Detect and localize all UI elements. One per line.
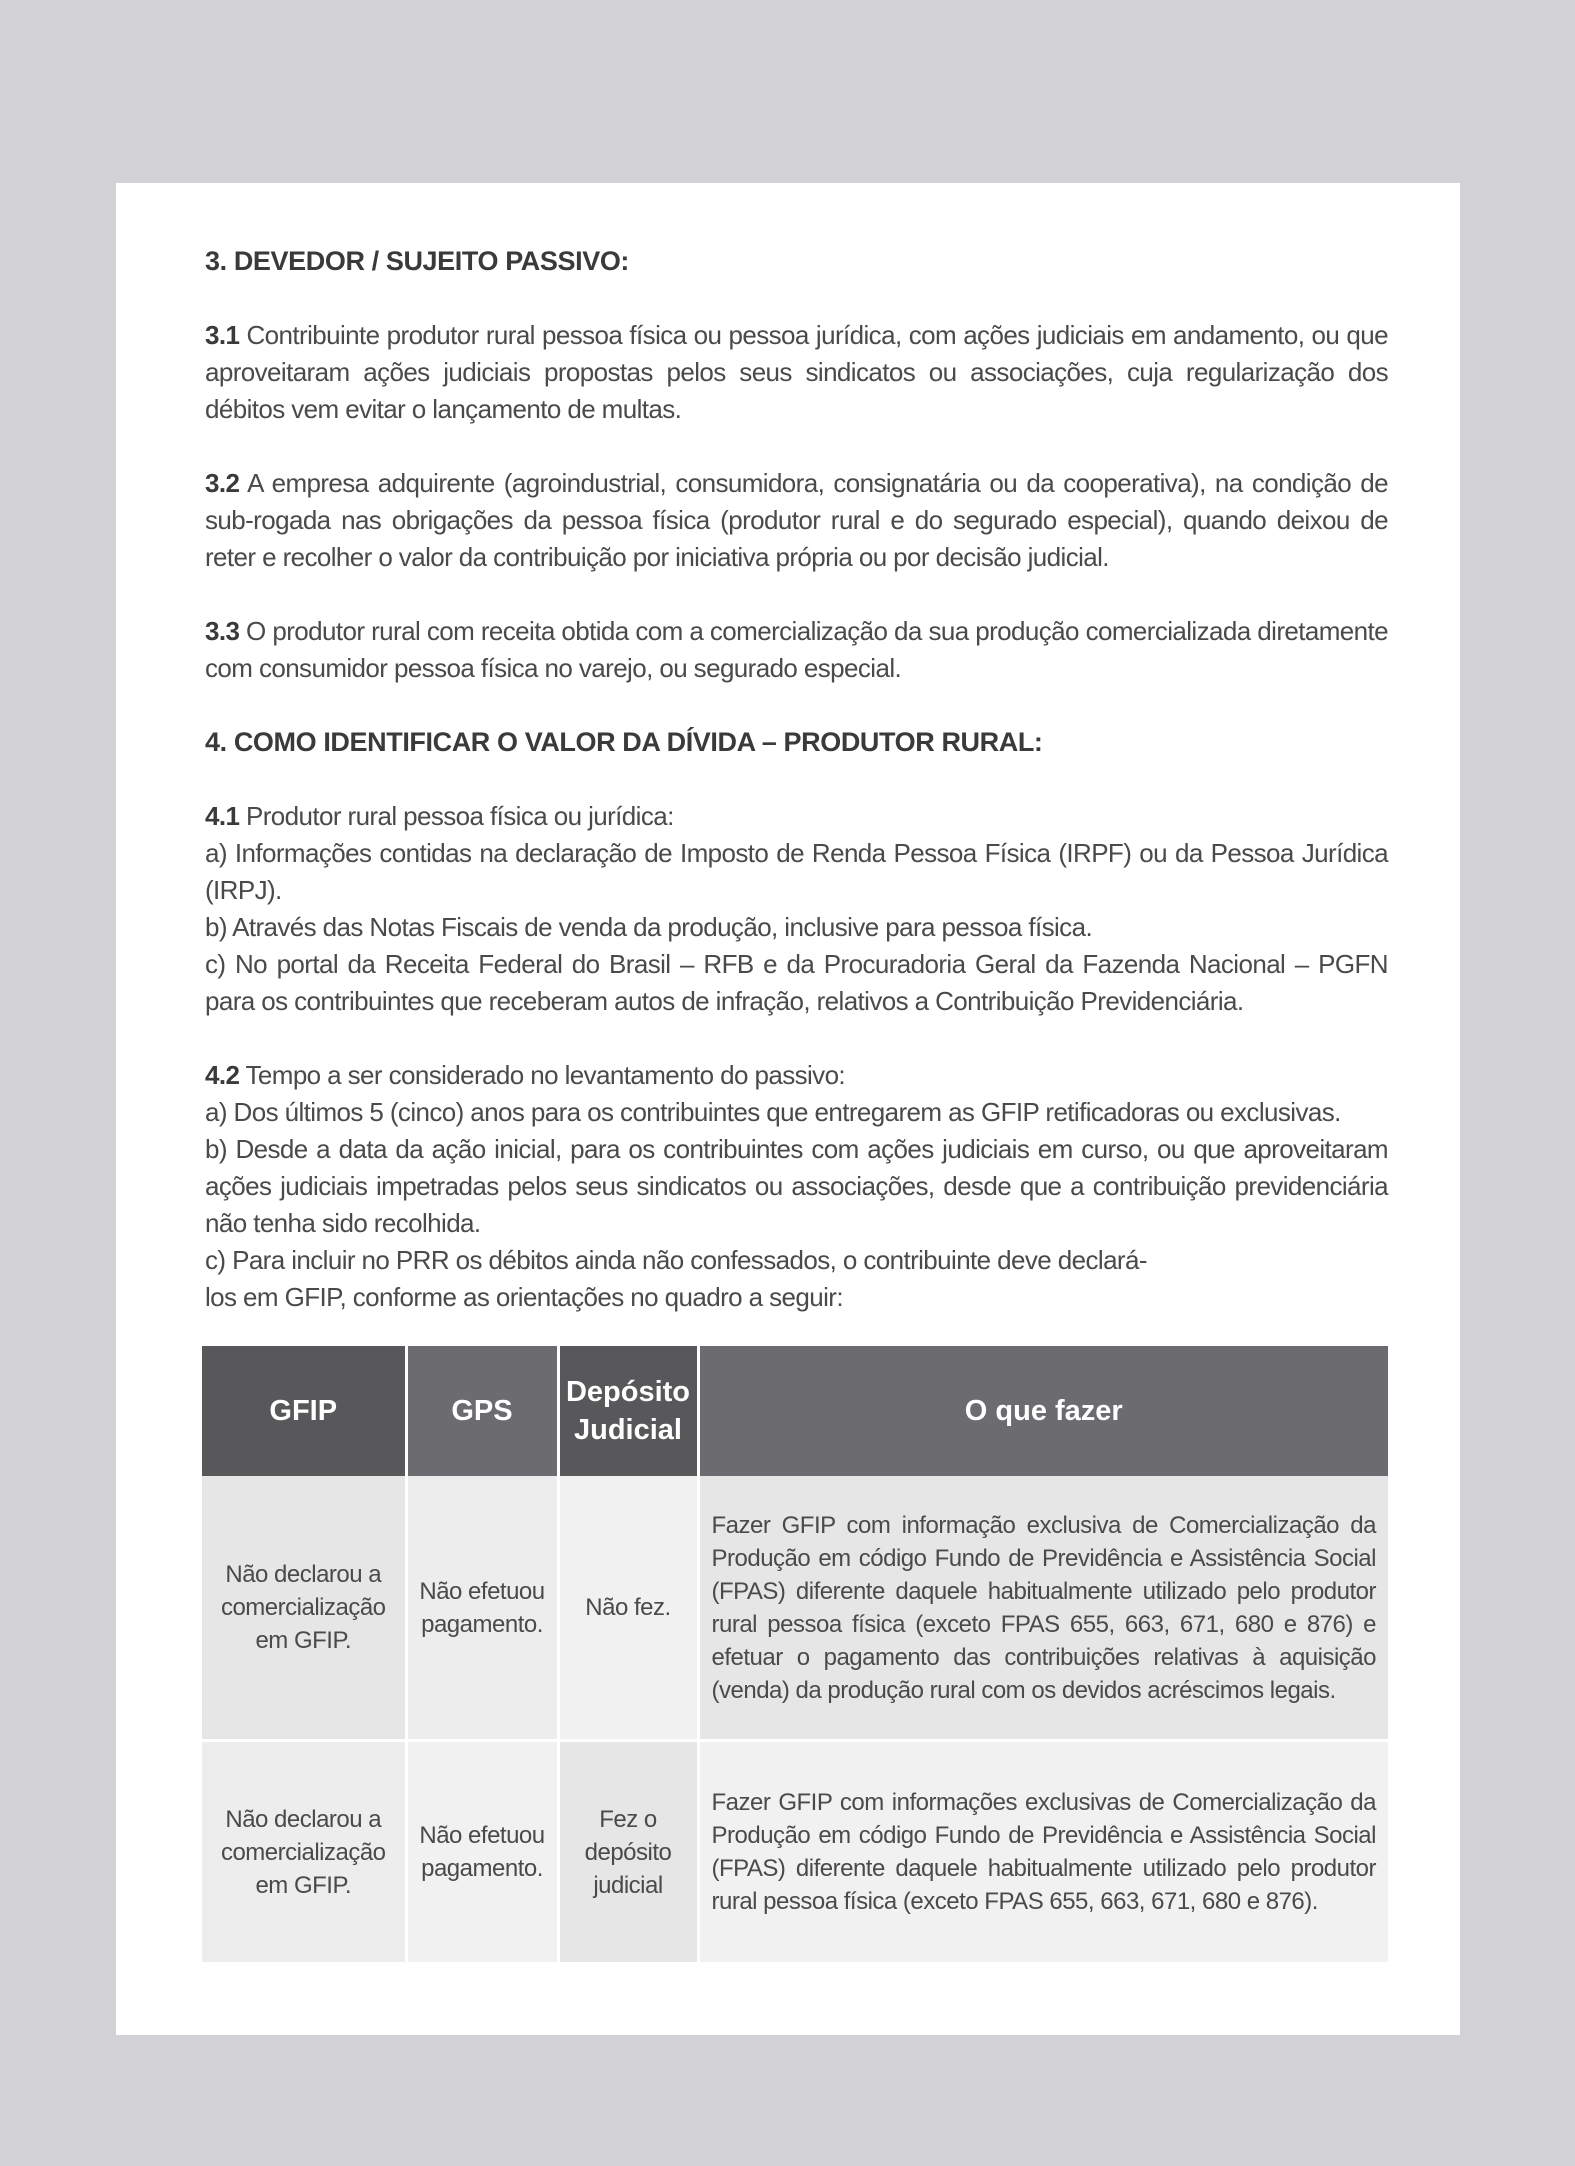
paragraph-number: 3.3 [205,616,240,646]
cell-deposito: Não fez. [558,1476,698,1741]
header-o-que-fazer: O que fazer [698,1346,1388,1476]
paragraph-3-1 [205,317,1388,428]
table-row [202,1476,1388,1741]
paragraph-text: Tempo a ser considerado no levantamento do passivo: [239,1060,846,1090]
header-gfip: GFIP [202,1346,406,1476]
cell-gfip: Não declarou a comercialização em GFIP. [202,1741,406,1963]
section-4-heading: 4. COMO IDENTIFICAR O VALOR DA DÍVIDA – PRODUTOR RURAL: [205,727,1043,757]
header-deposito-judicial: Depósito Judicial [558,1346,698,1476]
paragraph-4-1 [205,798,1388,835]
item-4-1-a: a) Informações contidas na declaração de Imposto de Renda Pessoa Física (IRPF) ou da Pessoa Jurídica (IRPJ). [205,838,1388,905]
section-3-heading: 3. DEVEDOR / SUJEITO PASSIVO: [205,246,630,276]
cell-gfip: Não declarou a comercialização em GFIP. [202,1476,406,1741]
item-4-2-a: a) Dos últimos 5 (cinco) anos para os contribuintes que entregarem as GFIP retificadoras ou exclusivas. [205,1097,1341,1127]
paragraph-number: 3.1 [205,320,240,350]
header-gps: GPS [406,1346,558,1476]
cell-gps: Não efetuou pagamento. [406,1741,558,1963]
paragraph-4-2 [205,1057,1388,1094]
document-body [205,243,1388,1316]
paragraph-3-3 [205,613,1388,687]
item-4-2-c-line-1: c) Para incluir no PRR os débitos ainda não confessados, o contribuinte deve declará- [205,1245,1147,1275]
cell-gps: Não efetuou pagamento. [406,1476,558,1741]
paragraph-number: 3.2 [205,468,240,498]
item-4-1-c: c) No portal da Receita Federal do Brasil – RFB e da Procuradoria Geral da Fazenda Nacional – PGFN para os contribuintes que receberam autos de infração, relativos a Contribuição Previdenciária. [205,949,1388,1016]
table-header-row [202,1346,1388,1476]
paragraph-text: A empresa adquirente (agroindustrial, consumidora, consignatária ou da cooperativa), na condição de sub-rogada nas obrigações da pessoa física (produtor rural e do segurado especial), quando deixou de reter e recolher o valor da contribuição por iniciativa própria ou por decisão judicial. [205,468,1388,572]
paragraph-text: Contribuinte produtor rural pessoa física ou pessoa jurídica, com ações judiciais em andamento, ou que aproveitaram ações judiciais propostas pelos seus sindicatos ou associações, cuja regularização dos débitos vem evitar o lançamento de multas. [205,320,1388,424]
cell-deposito: Fez o depósito judicial [558,1741,698,1963]
paragraph-3-2 [205,465,1388,576]
paragraph-text: O produtor rural com receita obtida com a comercialização da sua produção comercializada diretamente com consumidor pessoa física no varejo, ou segurado especial. [205,616,1388,683]
gfip-guidance-table [202,1346,1388,1962]
paragraph-text: Produtor rural pessoa física ou jurídica: [239,801,674,831]
document-page [116,183,1460,2035]
item-4-1-b: b) Através das Notas Fiscais de venda da produção, inclusive para pessoa física. [205,912,1093,942]
item-4-2-b: b) Desde a data da ação inicial, para os contribuintes com ações judiciais em curso, ou que aproveitaram ações judiciais impetradas pelos seus sindicatos ou associações, desde que a contribuição previdenciária não tenha sido recolhida. [205,1134,1388,1238]
cell-acao: Fazer GFIP com informações exclusivas de Comercialização da Produção em código Fundo de Previdência e Assistência Social (FPAS) diferente daquele habitualmente utilizado pelo produtor rural pessoa física (exceto FPAS 655, 663, 671, 680 e 876). [698,1741,1388,1963]
paragraph-number: 4.2 [205,1060,240,1090]
item-4-2-c-line-2: los em GFIP, conforme as orientações no quadro a seguir: [205,1282,843,1312]
cell-acao: Fazer GFIP com informação exclusiva de Comercialização da Produção em código Fundo de Previdência e Assistência Social (FPAS) diferente daquele habitualmente utilizado pelo produtor rural pessoa física (exceto FPAS 655, 663, 671, 680 e 876) e efetuar o pagamento das contribuições relativas à aquisição (venda) da produção rural com os devidos acréscimos legais. [698,1476,1388,1741]
table-row [202,1741,1388,1963]
paragraph-number: 4.1 [205,801,240,831]
